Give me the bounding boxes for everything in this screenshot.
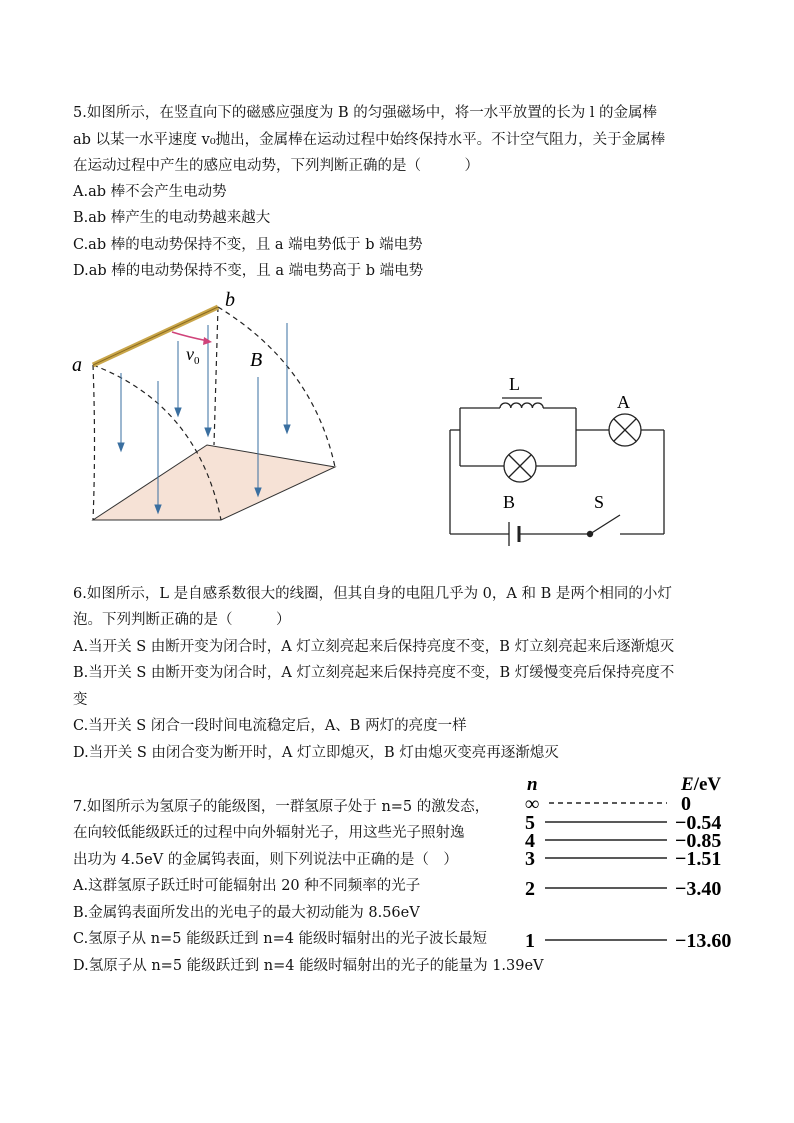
- label-B-field: B: [250, 349, 263, 371]
- n-header: n: [527, 774, 538, 795]
- q7-line-1: 7.如图所示为氢原子的能级图，一群氢原子处于 n=5 的激发态，: [73, 799, 490, 815]
- energy-level-value: −3.40: [675, 878, 722, 900]
- energy-level-n: 2: [525, 878, 535, 900]
- q6-line-1: 6.如图所示，L 是自感系数很大的线圈，但其自身的电阻几乎为 0，A 和 B 是两个相同的小灯: [73, 586, 672, 602]
- q7-option-d: D.氢原子从 n=5 能级跃迁到 n=4 能级时辐射出的光子的能量为 1.39eV: [73, 958, 544, 974]
- circuit-diagram: [440, 370, 680, 560]
- q7-option-c: C.氢原子从 n=5 能级跃迁到 n=4 能级时辐射出的光子波长最短: [73, 931, 488, 947]
- energy-level-n: 1: [525, 930, 535, 952]
- q6-option-a: A.当开关 S 由断开变为闭合时，A 灯立刻亮起来后保持亮度不变，B 灯立刻亮起来后逐渐熄灭: [73, 639, 675, 655]
- q5-line-2: ab 以某一水平速度 v₀抛出，金属棒在运动过程中始终保持水平。不计空气阻力，关于金属棒: [73, 132, 666, 148]
- energy-level-n: ∞: [525, 793, 540, 815]
- energy-level-value: −0.54: [675, 812, 722, 834]
- label-S: S: [594, 492, 605, 512]
- q5-option-d: D.ab 棒的电动势保持不变，且 a 端电势高于 b 端电势: [73, 263, 424, 279]
- q6-option-b-cont: 变: [73, 692, 88, 708]
- label-L: L: [509, 374, 520, 394]
- q7-line-2: 在向较低能级跃迁的过程中向外辐射光子，用这些光子照射逸: [73, 825, 465, 841]
- label-b: b: [225, 289, 235, 311]
- q6-option-b: B.当开关 S 由断开变为闭合时，A 灯立刻亮起来后保持亮度不变，B 灯缓慢变亮后保持亮度不: [73, 665, 675, 681]
- q7-line-3: 出功为 4.5eV 的金属钨表面，则下列说法中正确的是（ ）: [73, 852, 458, 868]
- energy-level-n: 3: [525, 848, 535, 870]
- energy-level-diagram: [515, 768, 765, 958]
- q6-option-d: D.当开关 S 由闭合变为断开时，A 灯立即熄灭，B 灯由熄灭变亮再逐渐熄灭: [73, 745, 559, 761]
- q5-magnetic-field-figure: [68, 285, 360, 535]
- energy-level-value: 0: [681, 793, 691, 815]
- label-B: B: [503, 492, 516, 512]
- q5-option-a: A.ab 棒不会产生电动势: [73, 184, 227, 200]
- label-A: A: [617, 392, 630, 412]
- q7-option-b: B.金属钨表面所发出的光电子的最大初动能为 8.56eV: [73, 905, 420, 921]
- q5-line-3: 在运动过程中产生的感应电动势，下列判断正确的是（ ）: [73, 158, 479, 174]
- energy-level-value: −1.51: [675, 848, 722, 870]
- energy-level-n: 4: [525, 830, 535, 852]
- energy-level-n: 5: [525, 812, 535, 834]
- label-v0: $v_0$: [186, 344, 200, 367]
- q7-option-a: A.这群氢原子跃迁时可能辐射出 20 种不同频率的光子: [73, 878, 421, 894]
- q6-option-c: C.当开关 S 闭合一段时间电流稳定后，A、B 两灯的亮度一样: [73, 718, 467, 734]
- q6-line-2: 泡。下列判断正确的是（ ）: [73, 612, 291, 628]
- energy-level-value: −0.85: [675, 830, 722, 852]
- q5-line-1: 5.如图所示，在竖直向下的磁感应强度为 B 的匀强磁场中，将一水平放置的长为 l 的金属棒: [73, 105, 658, 121]
- label-a: a: [72, 354, 82, 376]
- e-header: E/eV: [681, 774, 722, 795]
- q5-option-b: B.ab 棒产生的电动势越来越大: [73, 210, 271, 226]
- energy-level-value: −13.60: [675, 930, 732, 952]
- q5-option-c: C.ab 棒的电动势保持不变，且 a 端电势低于 b 端电势: [73, 237, 423, 253]
